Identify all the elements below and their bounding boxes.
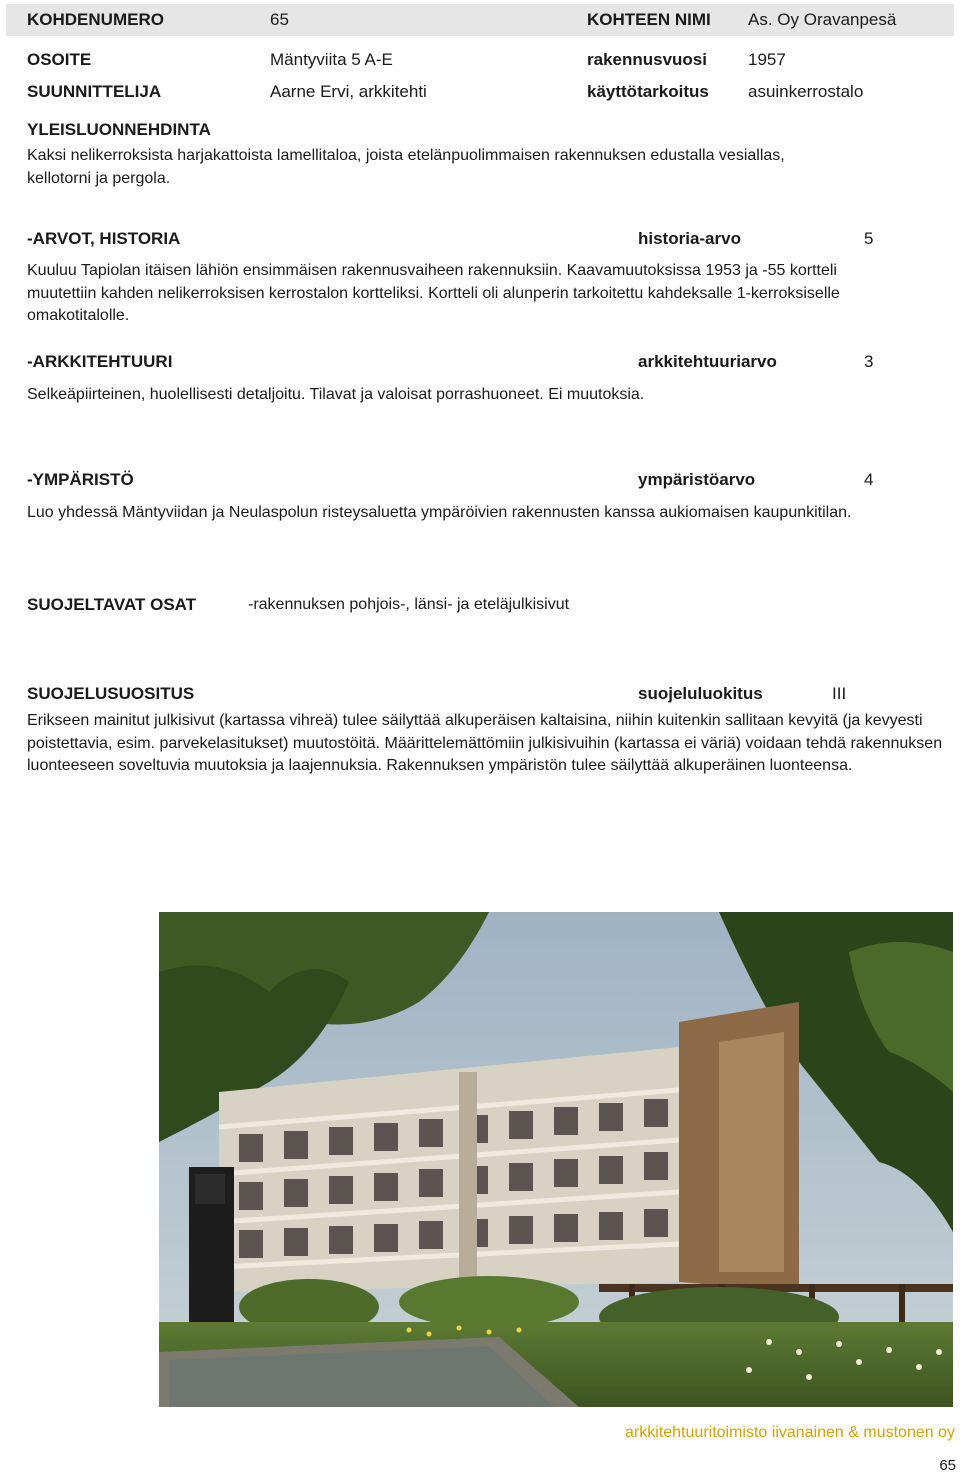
suojeltavat-text: -rakennuksen pohjois-, länsi- ja eteläjulkisivut: [248, 596, 570, 613]
arkkitehtuuri-text: Selkeäpiirteinen, huolellisesti detaljoitu. Tilavat ja valoisat porrashuoneet. Ei muutoksia.: [27, 386, 645, 403]
suojeluluokitus-label: suojeluluokitus: [638, 684, 763, 703]
suojelusuositus-text: Erikseen mainitut julkisivut (kartassa vihreä) tulee säilyttää alkuperäisen kaltaisina, niihin kuitenkin sallitaan kevyitä (ja kevyesti poistettavia, esim. parvekelasitukset) muutostöitä. Määrittelemättömiin julkisivuihin (kartassa ei väriä) voidaan tehdä rakennuksen luonteeseen soveltuvia muutoksia ja laajennuksia. Rakennuksen ympäristön tulee säilyttää alkuperäinen luonteensa.: [27, 712, 943, 774]
suunnittelija-label: SUUNNITTELIJA: [27, 82, 162, 101]
arkkitehtuuri-score-label: arkkitehtuuriarvo: [638, 352, 777, 371]
ymparisto-text: Luo yhdessä Mäntyviidan ja Neulaspolun risteysaluetta ympäröivien rakennusten kanssa aukiomaisen kaupunkitilan.: [27, 504, 852, 521]
osoite-label: OSOITE: [27, 50, 92, 69]
historia-score-value: 5: [864, 229, 874, 248]
footer-office: arkkitehtuuritoimisto iivanainen & mustonen oy: [625, 1424, 955, 1441]
rakennusvuosi-label: rakennusvuosi: [587, 50, 707, 69]
suojelusuositus-heading: SUOJELUSUOSITUS: [27, 684, 195, 703]
suojeluluokitus-value: III: [832, 684, 847, 703]
arkkitehtuuri-score-value: 3: [864, 352, 874, 371]
suojeltavat-heading: SUOJELTAVAT OSAT: [27, 595, 197, 614]
ymparisto-score-value: 4: [864, 470, 874, 489]
kayttotarkoitus-value: asuinkerrostalo: [748, 82, 864, 101]
ymparisto-score-label: ympäristöarvo: [638, 470, 756, 489]
ymparisto-heading: -YMPÄRISTÖ: [27, 470, 134, 489]
kohteen-nimi-label: KOHTEEN NIMI: [587, 10, 711, 29]
kohteen-nimi-value: As. Oy Oravanpesä: [748, 10, 897, 29]
page-number: 65: [939, 1457, 956, 1474]
historia-score-label: historia-arvo: [638, 229, 741, 248]
kayttotarkoitus-label: käyttötarkoitus: [587, 82, 709, 101]
historia-heading: -ARVOT, HISTORIA: [27, 229, 181, 248]
building-photo: [159, 912, 953, 1407]
rakennusvuosi-value: 1957: [748, 50, 786, 69]
osoite-value: Mäntyviita 5 A-E: [270, 50, 393, 69]
historia-text: Kuuluu Tapiolan itäisen lähiön ensimmäisen rakennusvaiheen rakennuksiin. Kaavamuutoksissa 1953 ja -55 kortteli muutettiin kahden nelikerroksisen kerrostalon kortteliksi. Kortteli oli alunperin tarkoitettu kahdeksalle 1-kerroksiselle omakotitalolle.: [27, 262, 840, 324]
yleisluonnehdinta-text: Kaksi nelikerroksista harjakattoista lamellitaloa, joista etelänpuolimmaisen rakennuksen edustalla vesiallas, kellotorni ja pergola.: [27, 147, 785, 187]
suunnittelija-value: Aarne Ervi, arkkitehti: [270, 82, 427, 101]
arkkitehtuuri-heading: -ARKKITEHTUURI: [27, 352, 173, 371]
yleisluonnehdinta-heading: YLEISLUONNEHDINTA: [27, 120, 211, 139]
kohdenumero-value: 65: [270, 10, 289, 29]
kohdenumero-label: KOHDENUMERO: [27, 10, 164, 29]
